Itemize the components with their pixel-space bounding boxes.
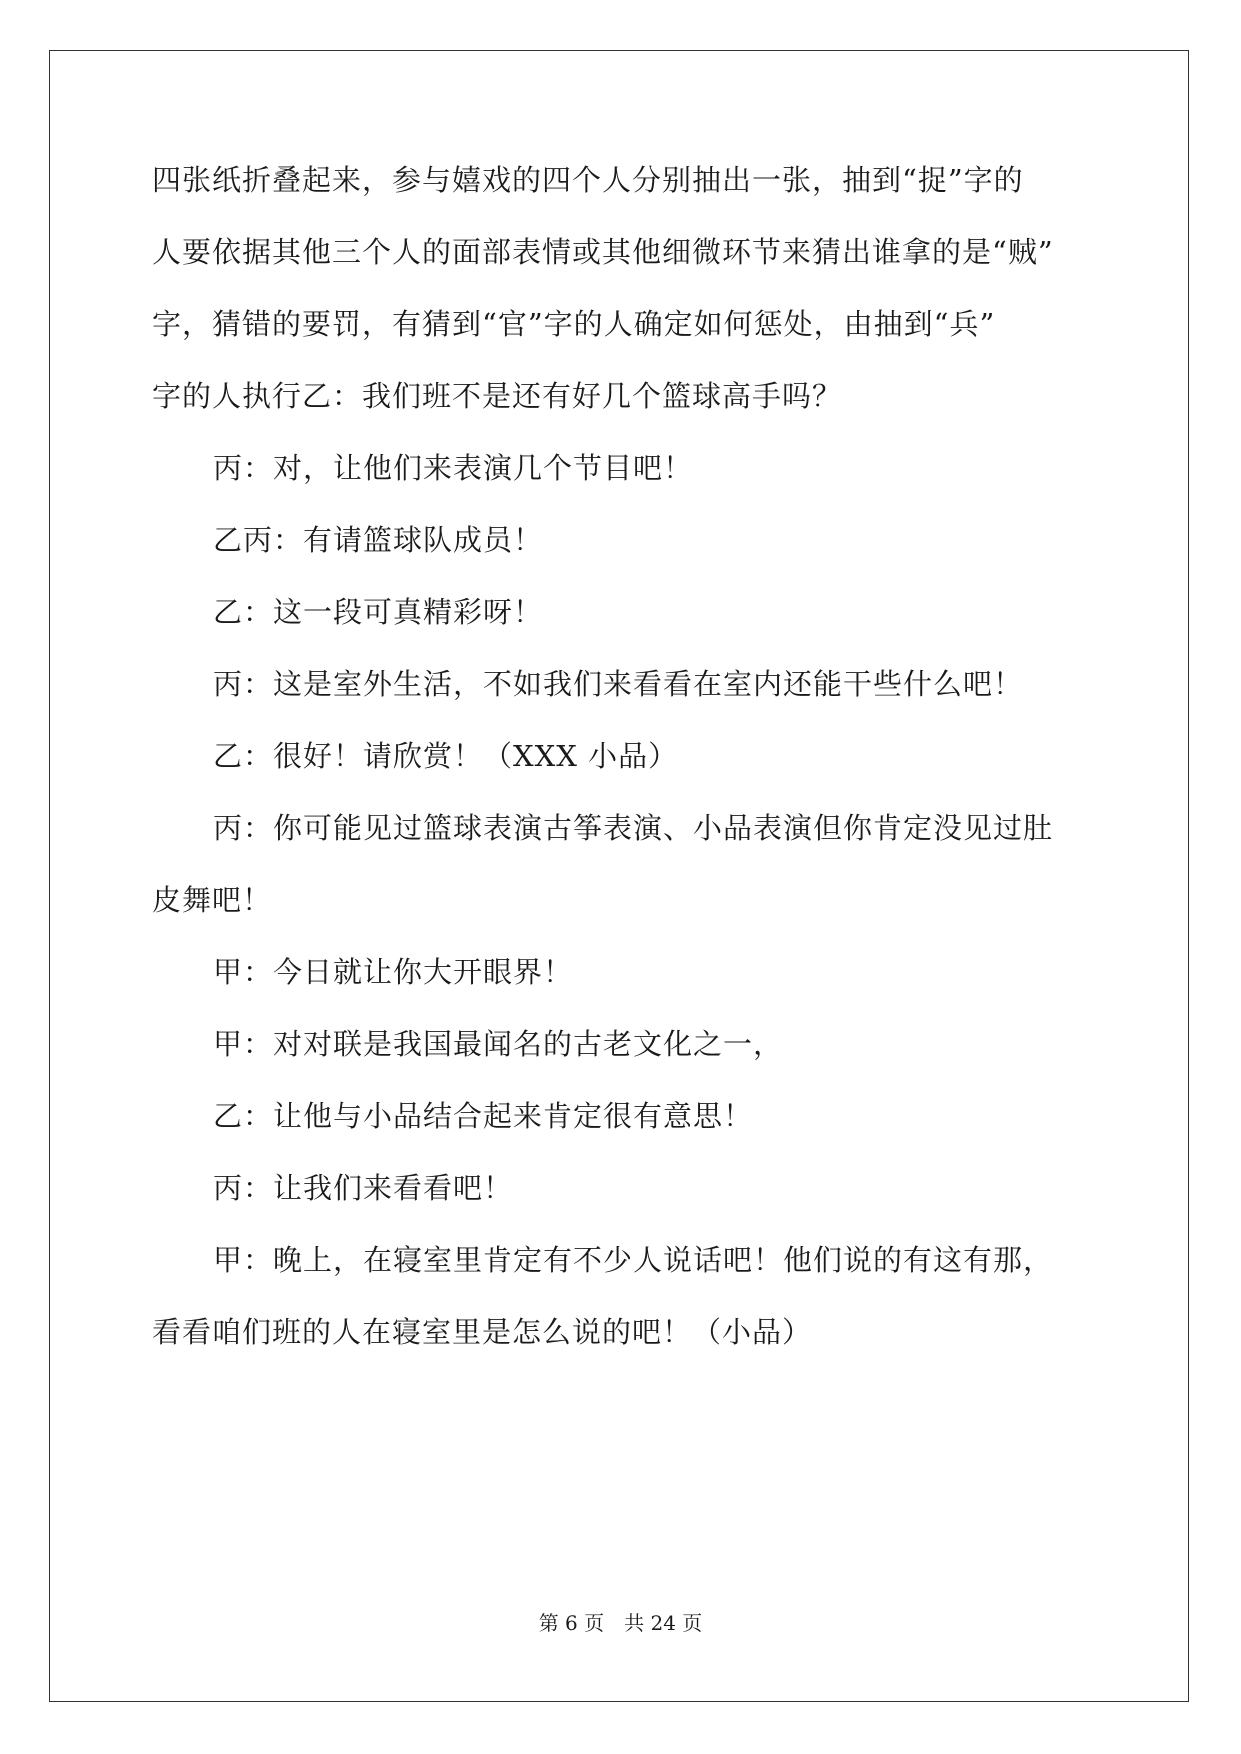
- text-line: 丙：让我们来看看吧！: [213, 1171, 514, 1205]
- text-line: 乙：这一段可真精彩呀！: [213, 595, 544, 629]
- page-number-footer: 第 6 页 共 24 页: [538, 1611, 703, 1635]
- text-line: 皮舞吧！: [152, 883, 273, 917]
- text-line: 丙：对，让他们来表演几个节目吧！: [213, 451, 694, 485]
- text-line: 甲：今日就让你大开眼界！: [213, 955, 574, 989]
- text-line: 四张纸折叠起来，参与嬉戏的四个人分别抽出一张，抽到“捉”字的: [152, 163, 1024, 197]
- text-line: 甲：对对联是我国最闻名的古老文化之一，: [213, 1027, 784, 1061]
- text-line: 乙丙：有请篮球队成员！: [213, 523, 544, 557]
- text-line: 字，猜错的要罚，有猜到“官”字的人确定如何惩处，由抽到“兵”: [152, 307, 996, 341]
- text-line: 乙：让他与小品结合起来肯定很有意思！: [213, 1099, 754, 1133]
- page-border: [49, 50, 1189, 1702]
- text-line: 乙：很好！请欣赏！（XXX 小品）: [213, 739, 679, 773]
- text-line: 字的人执行乙：我们班不是还有好几个篮球高手吗？: [152, 379, 843, 413]
- text-line: 甲：晚上，在寝室里肯定有不少人说话吧！他们说的有这有那，: [213, 1243, 1054, 1277]
- text-line: 看看咱们班的人在寝室里是怎么说的吧！（小品）: [152, 1315, 813, 1349]
- text-line: 丙：你可能见过篮球表演古筝表演、小品表演但你肯定没见过肚: [213, 811, 1054, 845]
- text-line: 丙：这是室外生活，不如我们来看看在室内还能干些什么吧！: [213, 667, 1024, 701]
- text-line: 人要依据其他三个人的面部表情或其他细微环节来猜出谁拿的是“贼”: [152, 235, 1054, 269]
